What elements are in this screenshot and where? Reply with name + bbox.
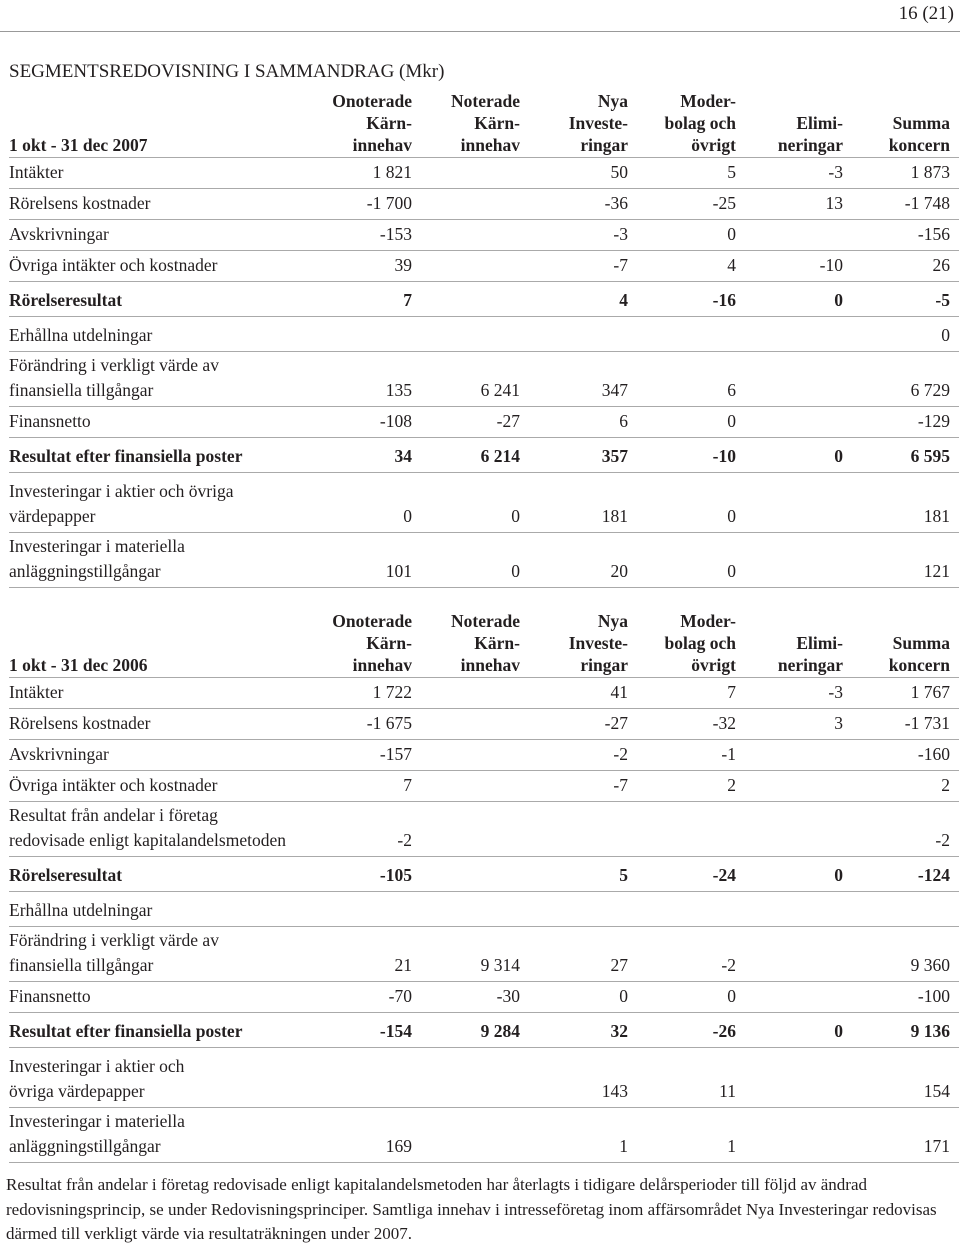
table-row bbox=[9, 927, 959, 982]
table-row bbox=[9, 1013, 959, 1048]
table-cell: 1 bbox=[727, 1136, 736, 1156]
table-cell: 9 136 bbox=[910, 1021, 950, 1041]
table-cell: 6 595 bbox=[910, 446, 950, 466]
row-label: Finansnetto bbox=[9, 411, 91, 431]
table-row bbox=[9, 892, 959, 927]
table-header bbox=[9, 91, 959, 158]
table-cell: 121 bbox=[923, 561, 950, 581]
table-cell: -1 675 bbox=[366, 713, 412, 733]
row-label: Avskrivningar bbox=[9, 224, 109, 244]
table-cell: -1 bbox=[721, 744, 736, 764]
table-cell: 357 bbox=[601, 446, 628, 466]
column-header: Nya Investe- ringar bbox=[568, 91, 628, 155]
table-cell: 143 bbox=[601, 1081, 628, 1101]
row-label: Erhållna utdelningar bbox=[9, 325, 153, 345]
row-label: Investeringar i materiella anläggningstillgångar bbox=[9, 1111, 185, 1156]
table-cell: 0 bbox=[727, 561, 736, 581]
table-row bbox=[9, 407, 959, 438]
table-row bbox=[9, 282, 959, 317]
row-label: Övriga intäkter och kostnader bbox=[9, 775, 218, 795]
footnote: Resultat från andelar i företag redovisade enligt kapitalandelsmetoden har återlagts i tidigare delårsperioder till följd av ändrad redovisningsprincip, se under Redovisningsprinciper. Samtliga innehav i intresseföretag inom affärsområdet Nya Investeringar redovisas därmed till verkligt värde via resultaträkningen under 2007. bbox=[6, 1175, 937, 1243]
row-label: Övriga intäkter och kostnader bbox=[9, 255, 218, 275]
table-cell: 0 bbox=[727, 411, 736, 431]
table-row bbox=[9, 982, 959, 1013]
table-cell: -2 bbox=[935, 830, 950, 850]
column-header: Noterade Kärn- innehav bbox=[450, 91, 520, 155]
table-row bbox=[9, 1108, 959, 1163]
table-cell: -16 bbox=[712, 290, 736, 310]
table-cell: 4 bbox=[619, 290, 628, 310]
table-row bbox=[9, 802, 959, 857]
table-cell: -124 bbox=[917, 865, 950, 885]
table-cell: 1 bbox=[619, 1136, 628, 1156]
table-cell: 181 bbox=[601, 506, 628, 526]
table-cell: -3 bbox=[828, 682, 843, 702]
table-cell: 34 bbox=[394, 446, 412, 466]
column-header: Elimi- neringar bbox=[777, 633, 843, 675]
table-cell: -7 bbox=[613, 255, 628, 275]
table-cell: 0 bbox=[619, 986, 628, 1006]
table-cell: 1 767 bbox=[910, 682, 950, 702]
table-cell: 32 bbox=[610, 1021, 628, 1041]
table-cell: -153 bbox=[379, 224, 412, 244]
table-cell: 9 284 bbox=[480, 1021, 520, 1041]
row-label: Rörelsens kostnader bbox=[9, 713, 151, 733]
table-cell: -30 bbox=[496, 986, 520, 1006]
table-cell: -5 bbox=[935, 290, 950, 310]
row-label: Förändring i verkligt värde av finansiella tillgångar bbox=[9, 930, 219, 975]
table-cell: 9 314 bbox=[480, 955, 520, 975]
table-cell: -160 bbox=[917, 744, 950, 764]
table-cell: -2 bbox=[721, 955, 736, 975]
column-header: Moder- bolag och övrigt bbox=[664, 91, 736, 155]
table-row bbox=[9, 317, 959, 352]
period-label: 1 okt - 31 dec 2007 bbox=[9, 135, 148, 155]
table-cell: 1 722 bbox=[372, 682, 412, 702]
table-cell: 11 bbox=[719, 1081, 736, 1101]
table-cell: 2 bbox=[727, 775, 736, 795]
table-cell: -27 bbox=[496, 411, 520, 431]
row-label: Förändring i verkligt värde av finansiella tillgångar bbox=[9, 355, 219, 400]
row-label: Rörelsens kostnader bbox=[9, 193, 151, 213]
row-label: Resultat efter finansiella poster bbox=[9, 1021, 243, 1041]
table-cell: 6 214 bbox=[480, 446, 520, 466]
table-cell: 6 729 bbox=[910, 380, 950, 400]
table-row bbox=[9, 438, 959, 473]
table-cell: -2 bbox=[613, 744, 628, 764]
table-cell: -24 bbox=[712, 865, 736, 885]
table-row bbox=[9, 220, 959, 251]
table-cell: 181 bbox=[923, 506, 950, 526]
table-cell: 1 821 bbox=[372, 162, 412, 182]
table-cell: 169 bbox=[385, 1136, 412, 1156]
table-row bbox=[9, 251, 959, 282]
table-cell: 2 bbox=[941, 775, 950, 795]
table-row bbox=[9, 771, 959, 802]
table-cell: 7 bbox=[403, 290, 412, 310]
table-cell: 26 bbox=[932, 255, 950, 275]
table-cell: -10 bbox=[712, 446, 736, 466]
column-header: Elimi- neringar bbox=[777, 113, 843, 155]
table-row bbox=[9, 1048, 959, 1108]
table-cell: -3 bbox=[613, 224, 628, 244]
table-cell: 347 bbox=[601, 380, 628, 400]
table-cell: 0 bbox=[403, 506, 412, 526]
column-header: Noterade Kärn- innehav bbox=[450, 611, 520, 675]
table-row bbox=[9, 709, 959, 740]
table-cell: -25 bbox=[712, 193, 736, 213]
row-label: Resultat efter finansiella poster bbox=[9, 446, 243, 466]
table-row bbox=[9, 158, 959, 189]
table-cell: 20 bbox=[610, 561, 628, 581]
table-row bbox=[9, 352, 959, 407]
table-cell: -36 bbox=[604, 193, 628, 213]
table-cell: 9 360 bbox=[910, 955, 950, 975]
row-label: Investeringar i materiella anläggningstillgångar bbox=[9, 536, 185, 581]
table-cell: 13 bbox=[825, 193, 843, 213]
table-row bbox=[9, 740, 959, 771]
table-row bbox=[9, 678, 959, 709]
table-cell: 41 bbox=[610, 682, 628, 702]
table-cell: -2 bbox=[397, 830, 412, 850]
row-label: Investeringar i aktier och övriga värdepapper bbox=[9, 481, 234, 526]
table-cell: -27 bbox=[604, 713, 628, 733]
table-cell: 5 bbox=[727, 162, 736, 182]
page-number: 16 (21) bbox=[898, 3, 954, 24]
row-label: Finansnetto bbox=[9, 986, 91, 1006]
row-label: Avskrivningar bbox=[9, 744, 109, 764]
column-header: Onoterade Kärn- innehav bbox=[332, 611, 412, 675]
segment-table-2006 bbox=[9, 611, 959, 1163]
table-cell: -157 bbox=[379, 744, 412, 764]
table-cell: -32 bbox=[712, 713, 736, 733]
table-cell: -7 bbox=[613, 775, 628, 795]
row-label: Resultat från andelar i företag redovisade enligt kapitalandelsmetoden bbox=[9, 805, 286, 850]
table-cell: -154 bbox=[379, 1021, 412, 1041]
row-label: Rörelseresultat bbox=[9, 865, 123, 885]
table-cell: -108 bbox=[379, 411, 412, 431]
table-cell: 0 bbox=[834, 446, 843, 466]
table-cell: 0 bbox=[834, 865, 843, 885]
top-rule bbox=[0, 31, 960, 32]
column-header: Summa koncern bbox=[888, 633, 950, 675]
column-header: Summa koncern bbox=[888, 113, 950, 155]
table-cell: -3 bbox=[828, 162, 843, 182]
row-label: Rörelseresultat bbox=[9, 290, 123, 310]
table-cell: 0 bbox=[727, 224, 736, 244]
table-cell: 50 bbox=[610, 162, 628, 182]
table-cell: -1 731 bbox=[904, 713, 950, 733]
table-cell: 0 bbox=[511, 561, 520, 581]
table-header bbox=[9, 611, 959, 678]
table-cell: 6 241 bbox=[480, 380, 520, 400]
table-cell: 6 bbox=[727, 380, 736, 400]
table-cell: 171 bbox=[923, 1136, 950, 1156]
table-cell: -26 bbox=[712, 1021, 736, 1041]
table-cell: 101 bbox=[385, 561, 412, 581]
table-cell: 27 bbox=[610, 955, 628, 975]
page-title: SEGMENTSREDOVISNING I SAMMANDRAG (Mkr) bbox=[9, 61, 445, 82]
table-cell: 7 bbox=[403, 775, 412, 795]
table-cell: 0 bbox=[834, 1021, 843, 1041]
column-header: Nya Investe- ringar bbox=[568, 611, 628, 675]
row-label: Intäkter bbox=[9, 162, 64, 182]
table-cell: -70 bbox=[388, 986, 412, 1006]
table-row bbox=[9, 473, 959, 533]
table-cell: -156 bbox=[917, 224, 950, 244]
column-header: Onoterade Kärn- innehav bbox=[332, 91, 412, 155]
table-cell: 3 bbox=[834, 713, 843, 733]
table-cell: 0 bbox=[941, 325, 950, 345]
table-cell: -1 748 bbox=[904, 193, 950, 213]
segment-table-2007 bbox=[9, 91, 959, 588]
table-row bbox=[9, 533, 959, 588]
table-row bbox=[9, 857, 959, 892]
table-cell: 0 bbox=[834, 290, 843, 310]
column-header: Moder- bolag och övrigt bbox=[664, 611, 736, 675]
table-cell: 135 bbox=[385, 380, 412, 400]
table-cell: -105 bbox=[379, 865, 412, 885]
table-cell: -129 bbox=[917, 411, 950, 431]
table-cell: -10 bbox=[819, 255, 843, 275]
table-cell: 6 bbox=[619, 411, 628, 431]
row-label: Investeringar i aktier och övriga värdepapper bbox=[9, 1056, 185, 1101]
table-row bbox=[9, 189, 959, 220]
table-cell: 154 bbox=[923, 1081, 950, 1101]
table-cell: 1 873 bbox=[910, 162, 950, 182]
table-cell: 7 bbox=[727, 682, 736, 702]
period-label: 1 okt - 31 dec 2006 bbox=[9, 655, 148, 675]
table-cell: -100 bbox=[917, 986, 950, 1006]
table-cell: 21 bbox=[394, 955, 412, 975]
table-cell: 0 bbox=[727, 986, 736, 1006]
table-cell: 0 bbox=[511, 506, 520, 526]
row-label: Erhållna utdelningar bbox=[9, 900, 153, 920]
table-cell: 0 bbox=[727, 506, 736, 526]
table-cell: 5 bbox=[619, 865, 628, 885]
table-cell: 4 bbox=[727, 255, 736, 275]
table-cell: -1 700 bbox=[366, 193, 412, 213]
table-cell: 39 bbox=[394, 255, 412, 275]
row-label: Intäkter bbox=[9, 682, 64, 702]
